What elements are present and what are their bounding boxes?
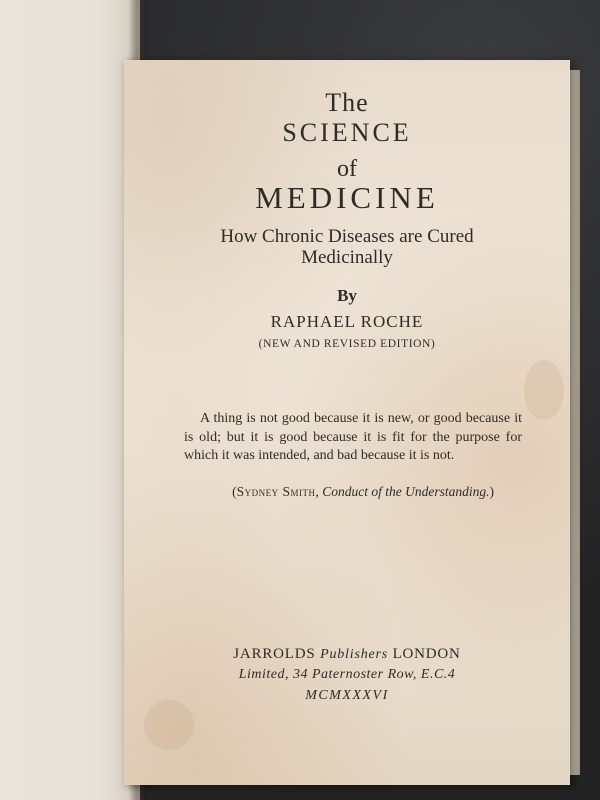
attribution-open-paren: ( [232, 484, 237, 499]
epigraph-text: A thing is not good because it is new, or good because it is old; but it is good because it is fit for the purpose for which it was intended, and bad because it is not. [184, 411, 522, 463]
imprint-address: Limited, 34 Paternoster Row, E.C.4 [238, 667, 456, 682]
publisher-name: JARROLDS [233, 646, 316, 662]
title-of: of [337, 156, 357, 182]
attribution-close-paren: ) [489, 484, 494, 499]
imprint-line-1 [124, 646, 570, 663]
title-the: The [325, 88, 369, 117]
edition-note: (NEW AND REVISED EDITION) [258, 338, 436, 350]
title-medicine: MEDICINE [255, 180, 439, 215]
foxing-stain [524, 360, 564, 420]
foxing-stain [144, 700, 194, 750]
attribution-separator: , [315, 484, 323, 499]
left-blank-page [0, 0, 140, 800]
byline-by: By [337, 286, 357, 305]
subtitle-line-1: How Chronic Diseases are Cured [220, 226, 474, 247]
imprint-year: MCMXXXVI [305, 688, 389, 703]
publisher-city: LONDON [392, 646, 461, 662]
epigraph-attribution [184, 484, 494, 500]
epigraph-quote [184, 410, 522, 466]
title-science: SCIENCE [282, 118, 412, 147]
attribution-author: Sydney Smith [236, 484, 316, 499]
publishers-word: Publishers [320, 647, 388, 662]
author-name: RAPHAEL ROCHE [270, 312, 424, 331]
attribution-work: Conduct of the Understanding. [322, 484, 490, 499]
subtitle-line-2: Medicinally [301, 247, 393, 268]
title-page [124, 60, 570, 785]
